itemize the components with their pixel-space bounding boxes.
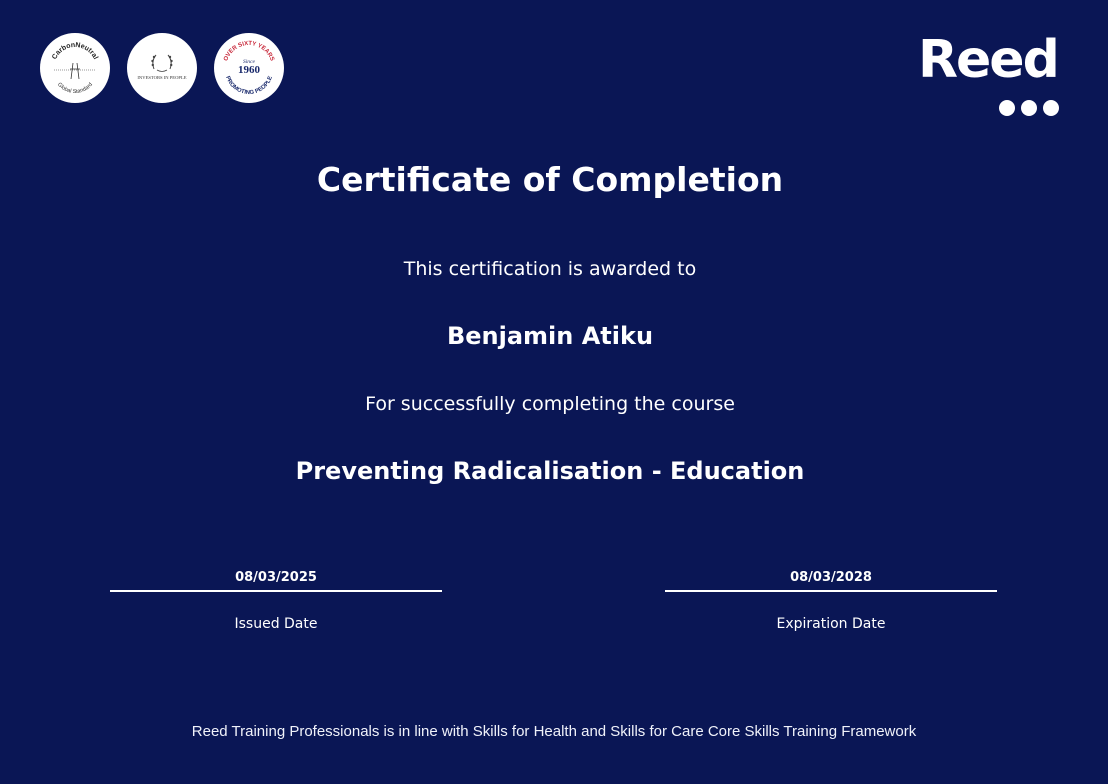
issued-date-block bbox=[110, 568, 442, 632]
recipient-name: Benjamin Atiku bbox=[446, 322, 654, 350]
course-name: Preventing Radicalisation - Education bbox=[295, 457, 805, 485]
carbon-neutral-bottom-text: Global Standard bbox=[56, 81, 94, 96]
over-sixty-years-badge bbox=[214, 33, 284, 103]
carbon-neutral-badge bbox=[40, 33, 110, 103]
expiration-date-block bbox=[665, 568, 997, 632]
reed-logo-dots-icon bbox=[999, 100, 1065, 116]
expiration-date-label: Expiration Date bbox=[776, 616, 886, 632]
expiration-date-value: 08/03/2028 bbox=[790, 570, 872, 585]
investors-in-people-text: INVESTORS IN PEOPLE bbox=[137, 75, 187, 80]
since-text: Since bbox=[243, 59, 255, 65]
certificate-title: Certificate of Completion bbox=[316, 160, 784, 199]
carbon-neutral-seal-icon bbox=[40, 33, 110, 103]
issued-date-underline bbox=[110, 590, 442, 592]
issued-date-value: 08/03/2025 bbox=[235, 570, 317, 585]
svg-text:CarbonNeutral bbox=[51, 42, 99, 61]
investors-in-people-badge bbox=[127, 33, 197, 103]
reed-logo bbox=[918, 30, 1068, 120]
promoting-people-text: PROMOTING PEOPLE bbox=[224, 75, 274, 97]
footer-statement: Reed Training Professionals is in line with Skills for Health and Skills for Care Core Skills Training Framework bbox=[191, 723, 917, 740]
laurel-wreath-icon bbox=[127, 33, 197, 103]
svg-text:PROMOTING PEOPLE bbox=[224, 75, 274, 96]
carbon-neutral-top-text: CarbonNeutral bbox=[51, 41, 99, 61]
course-intro-text: For successfully completing the course bbox=[365, 393, 735, 415]
over-sixty-years-seal-icon bbox=[214, 33, 284, 103]
issued-date-label: Issued Date bbox=[234, 616, 318, 632]
expiration-date-underline bbox=[665, 590, 997, 592]
over-sixty-years-top-text: OVER SIXTY YEARS bbox=[223, 40, 275, 63]
awarded-to-text: This certification is awarded to bbox=[403, 258, 697, 280]
reed-logo-wordmark: Reed bbox=[918, 30, 1058, 90]
svg-text:Global Standard bbox=[56, 82, 94, 95]
since-year-text: 1960 bbox=[238, 64, 260, 76]
